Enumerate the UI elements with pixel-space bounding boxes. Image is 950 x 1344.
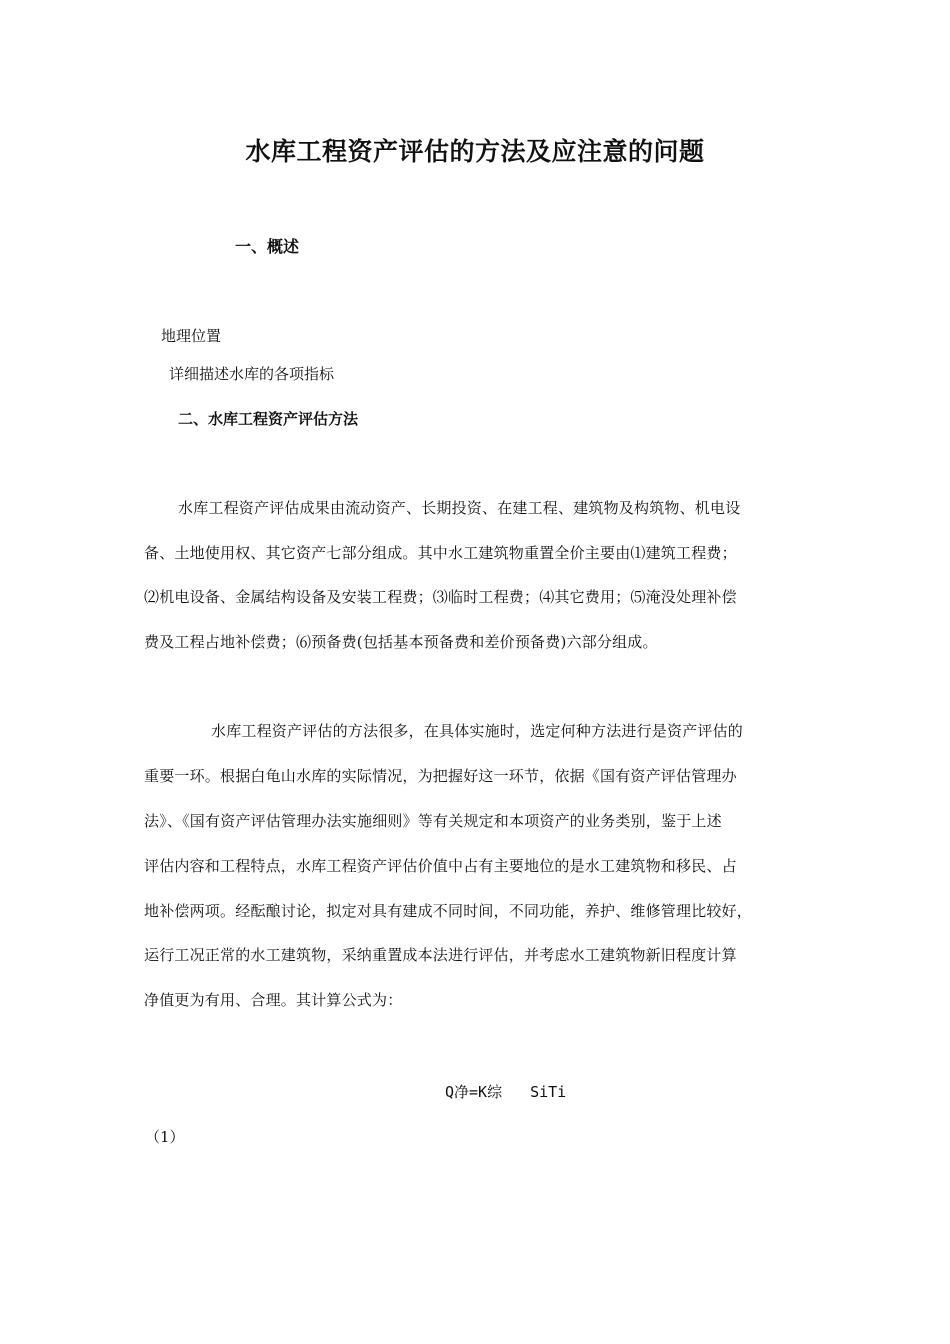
location-text: 地理位置 bbox=[161, 327, 222, 345]
cost-formula bbox=[445, 1081, 566, 1102]
equation-number: （1） bbox=[145, 1128, 185, 1146]
paragraph-line: 净值更为有用、合理。其计算公式为： bbox=[144, 991, 403, 1009]
paragraph-line: 运行工况正常的水工建筑物，采纳重置成本法进行评估，并考虑水工建筑物新旧程度计算 bbox=[144, 946, 737, 964]
paragraph-line: 费及工程占地补偿费；⑹预备费(包括基本预备费和差价预备费)六部分组成。 bbox=[144, 633, 658, 651]
paragraph-line: 水库工程资产评估的方法很多，在具体实施时，选定何种方法进行是资产评估的 bbox=[211, 722, 744, 740]
indicators-text: 详细描述水库的各项指标 bbox=[169, 365, 335, 383]
paragraph-line: 评估内容和工程特点，水库工程资产评估价值中占有主要地位的是水工建筑物和移民、占 bbox=[144, 857, 737, 875]
paragraph-line: 重要一环。根据白龟山水库的实际情况，为把握好这一环节，依据《国有资产评估管理办 bbox=[144, 767, 737, 785]
paragraph-line: 法》、《国有资产评估管理办法实施细则》等有关规定和本项资产的业务类别，鉴于上述 bbox=[144, 812, 722, 830]
formula-left: Q净=K综 bbox=[445, 1083, 503, 1101]
document-title: 水库工程资产评估的方法及应注意的问题 bbox=[245, 137, 705, 166]
formula-right: SiTi bbox=[530, 1083, 567, 1101]
paragraph-line: 地补偿两项。经酝酿讨论，拟定对具有建成不同时间，不同功能，养护、维修管理比较好， bbox=[144, 902, 753, 920]
paragraph-line: 备、土地使用权、其它资产七部分组成。其中水工建筑物重置全价主要由⑴建筑工程费； bbox=[144, 544, 737, 562]
paragraph-line: 水库工程资产评估成果由流动资产、长期投资、在建工程、建筑物及构筑物、机电设 bbox=[178, 499, 741, 517]
section-heading-methods: 二、水库工程资产评估方法 bbox=[178, 410, 359, 428]
paragraph-line: ⑵机电设备、金属结构设备及安装工程费；⑶临时工程费；⑷其它费用；⑸淹没处理补偿 bbox=[144, 588, 737, 606]
section-heading-overview: 一、概述 bbox=[235, 237, 300, 256]
